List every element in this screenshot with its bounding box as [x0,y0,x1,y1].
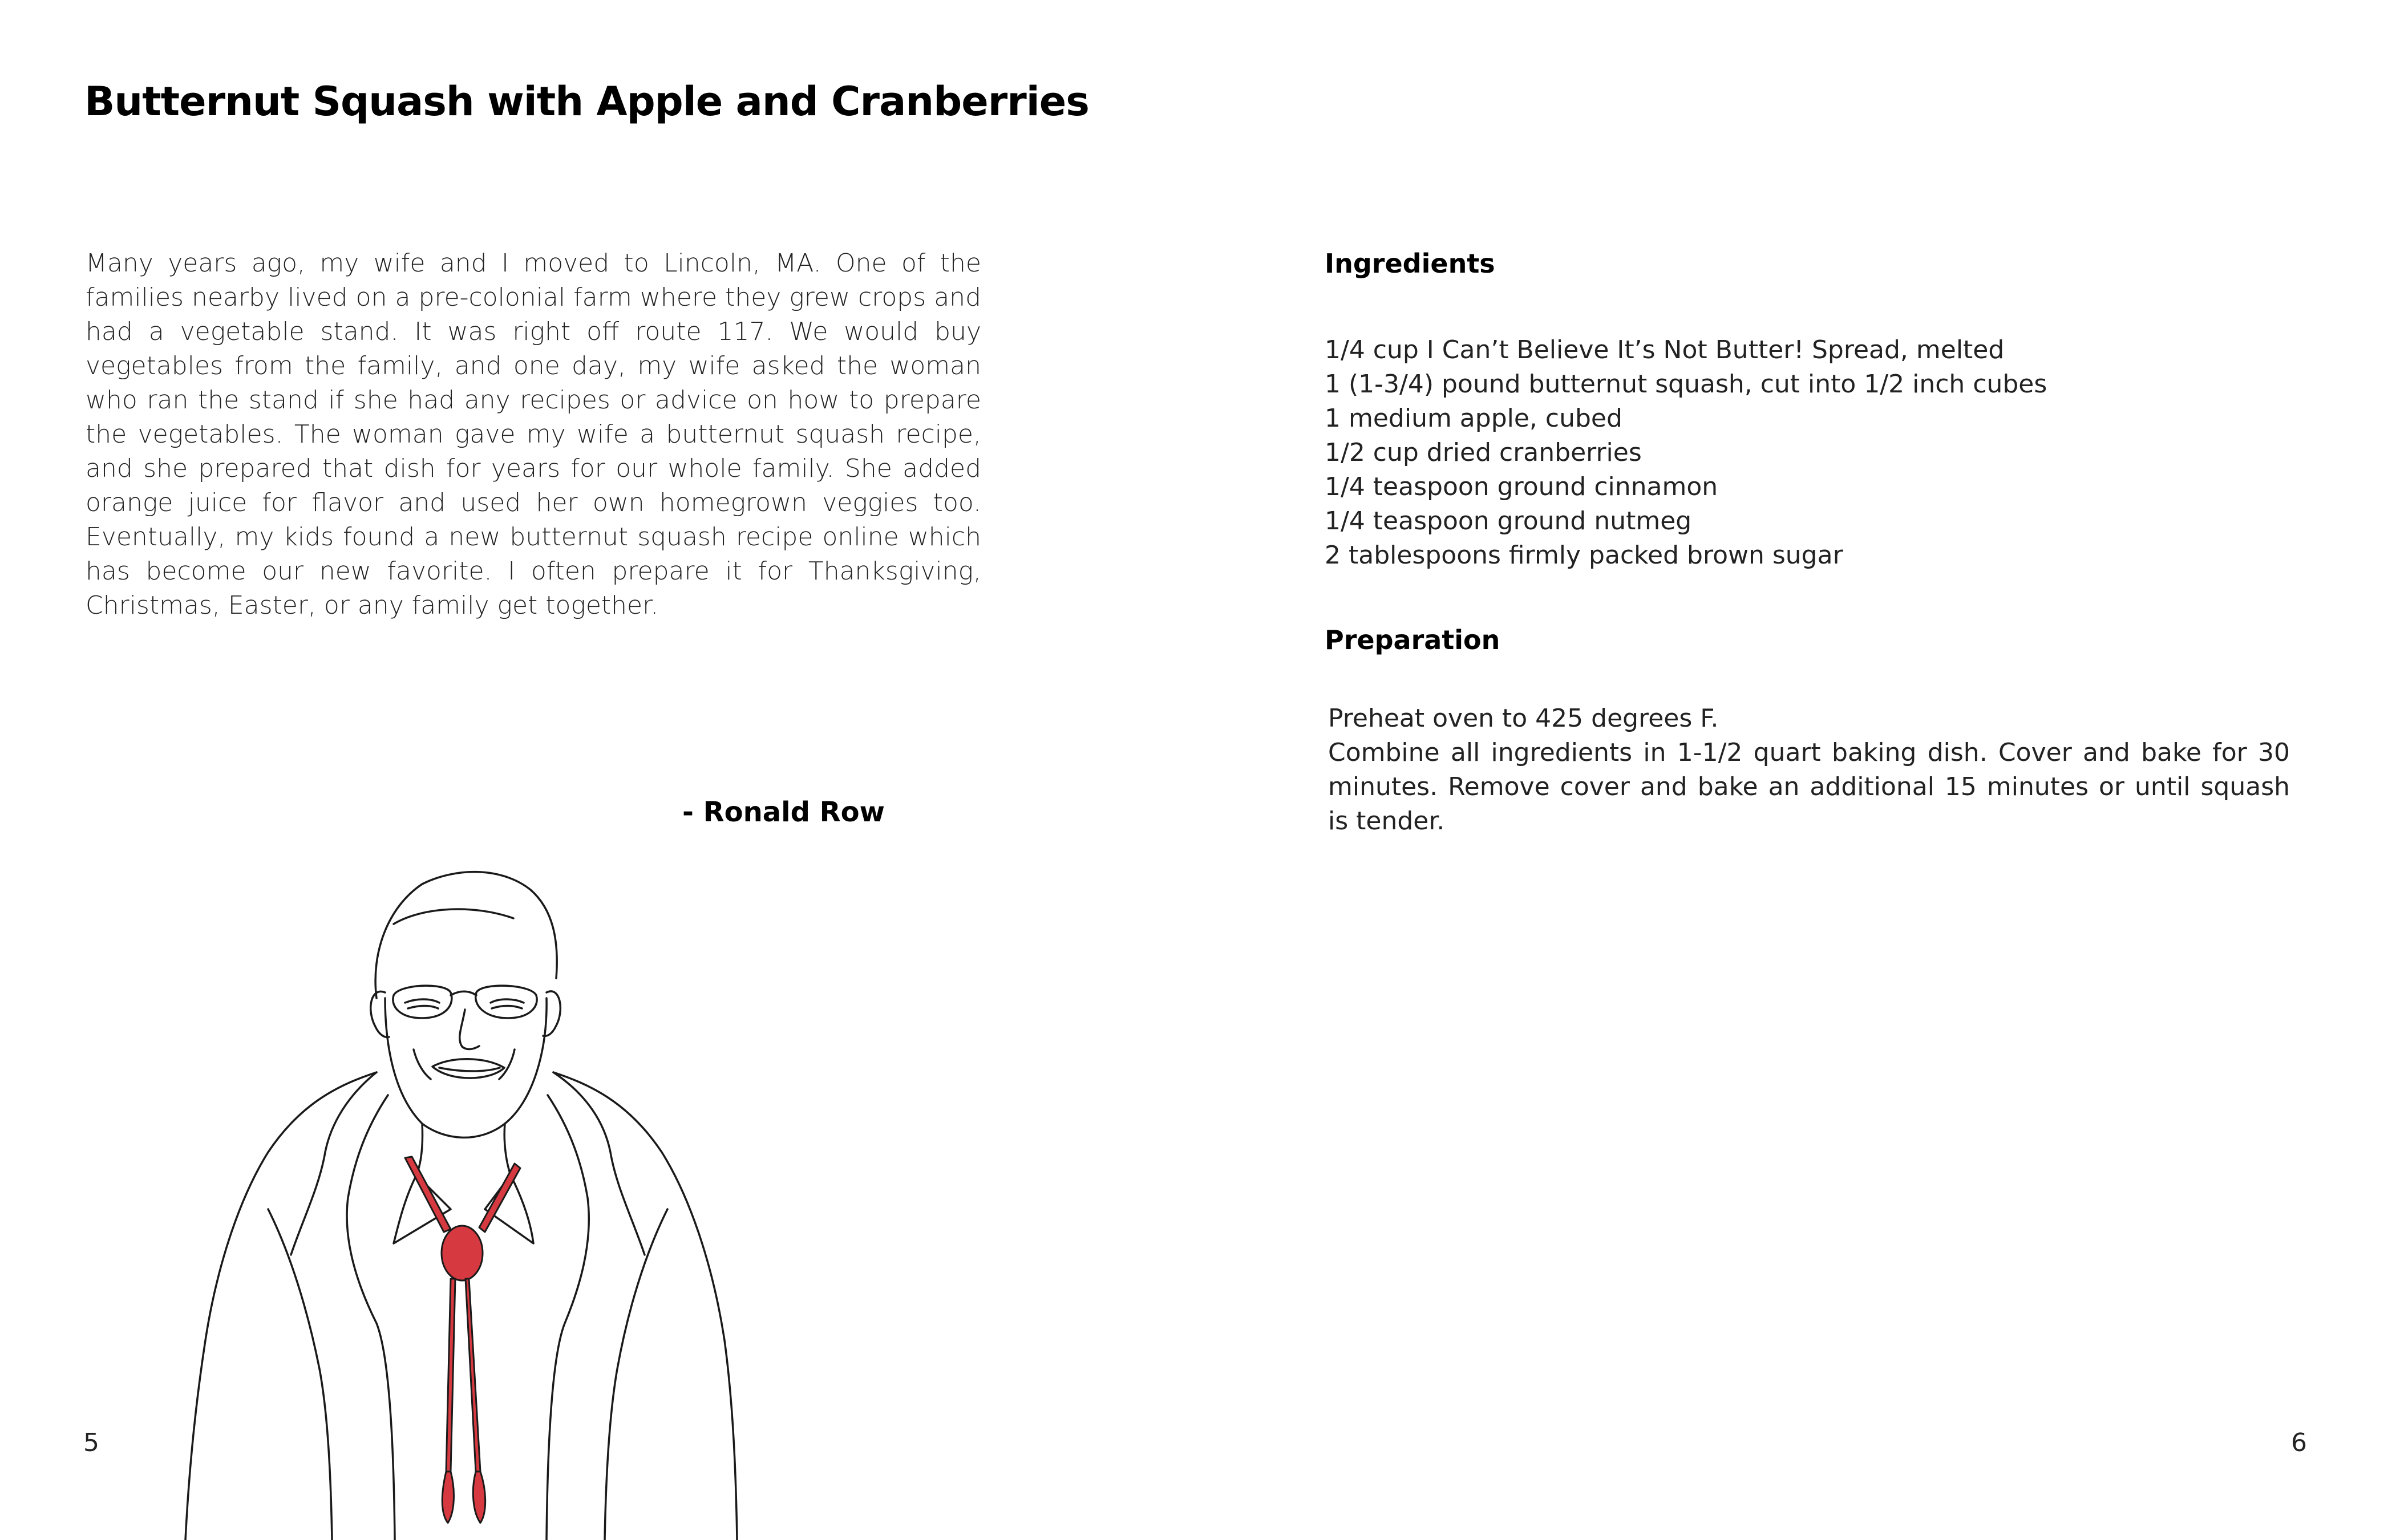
ingredient-item: 1/2 cup dried cranberries [1325,438,1642,467]
right-eye [491,999,524,1008]
preparation-step: Preheat oven to 425 degrees F. [1328,704,1719,733]
preparation-steps [1328,702,2290,838]
jacket-outline-right [553,1072,737,1540]
ingredients-list [1325,333,2294,573]
ingredient-item: 1/4 teaspoon ground nutmeg [1325,506,1692,536]
neck [416,1124,511,1175]
bolo-tie-tip-left [442,1472,454,1523]
bolo-tie-string-right [466,1279,480,1472]
jacket-sleeve-left [268,1209,332,1540]
ingredient-item: 1/4 cup I Can’t Believe It’s Not Butter! Spread, melted [1325,335,2005,364]
jacket-outline [185,1072,377,1540]
jacket-lapel-right [547,1095,589,1540]
ingredient-item: 1 (1-3/4) pound butternut squash, cut into 1/2 inch cubes [1325,370,2047,399]
ingredients-heading: Ingredients [1325,248,1495,279]
jacket-hood-left [291,1072,377,1255]
preparation-heading: Preparation [1325,625,1500,655]
bolo-tie-string-left [446,1279,455,1472]
ingredient-item: 1 medium apple, cubed [1325,404,1622,433]
jacket-sleeve-right [605,1209,667,1540]
bolo-tie-cord-left [405,1157,451,1232]
page-number-left: 5 [83,1428,99,1457]
preparation-step: Combine all ingredients in 1-1/2 quart baking dish. Cover and bake for 30 minutes. Remove cover and bake an additional 15 minutes or until squash is tender. [1328,738,2290,836]
glasses-bridge [451,991,476,995]
face-outline [385,998,547,1137]
ingredient-item: 2 tablespoons firmly packed brown sugar [1325,541,1843,570]
nose [460,1010,479,1049]
author-signature: - Ronald Row [682,796,885,828]
ingredient-item: 1/4 teaspoon ground cinnamon [1325,472,1718,501]
jacket-hood-right [553,1072,645,1255]
story-paragraph: Many years ago, my wife and I moved to Lincoln, MA. One of the families nearby lived on a pre-colonial farm where they grew crops and had a vegetable stand. It was right off route 117. We would buy vegetables from the family, and one day, my wife asked the woman who ran the stand if she had any recipes or advice on how to prepare the vegetables. The woman gave my wife a butternut squash recipe, and she prepared that dish for years for our whole family. She added orange juice for flavor and used her own homegrown veggies too. Eventually, my kids found a new butternut squash recipe online which has become our new favorite. I often prepare it for Thanksgiving, Christmas, Easter, or any family get together. [86,249,981,620]
bolo-tie-tip-right [473,1472,485,1523]
glasses-left-lens [393,986,452,1018]
head-outline [375,872,557,998]
bolo-tie-cord-right [479,1164,520,1232]
glasses-right-lens [476,986,537,1018]
cap-brim [394,909,513,924]
portrait-illustration [154,856,793,1540]
left-eye [405,999,439,1008]
mouth-line [439,1068,500,1071]
jacket-lapel-left [347,1095,395,1540]
bolo-tie-slide [442,1226,483,1280]
recipe-title: Butternut Squash with Apple and Cranberries [84,78,1089,125]
page-number-right: 6 [2291,1428,2307,1457]
